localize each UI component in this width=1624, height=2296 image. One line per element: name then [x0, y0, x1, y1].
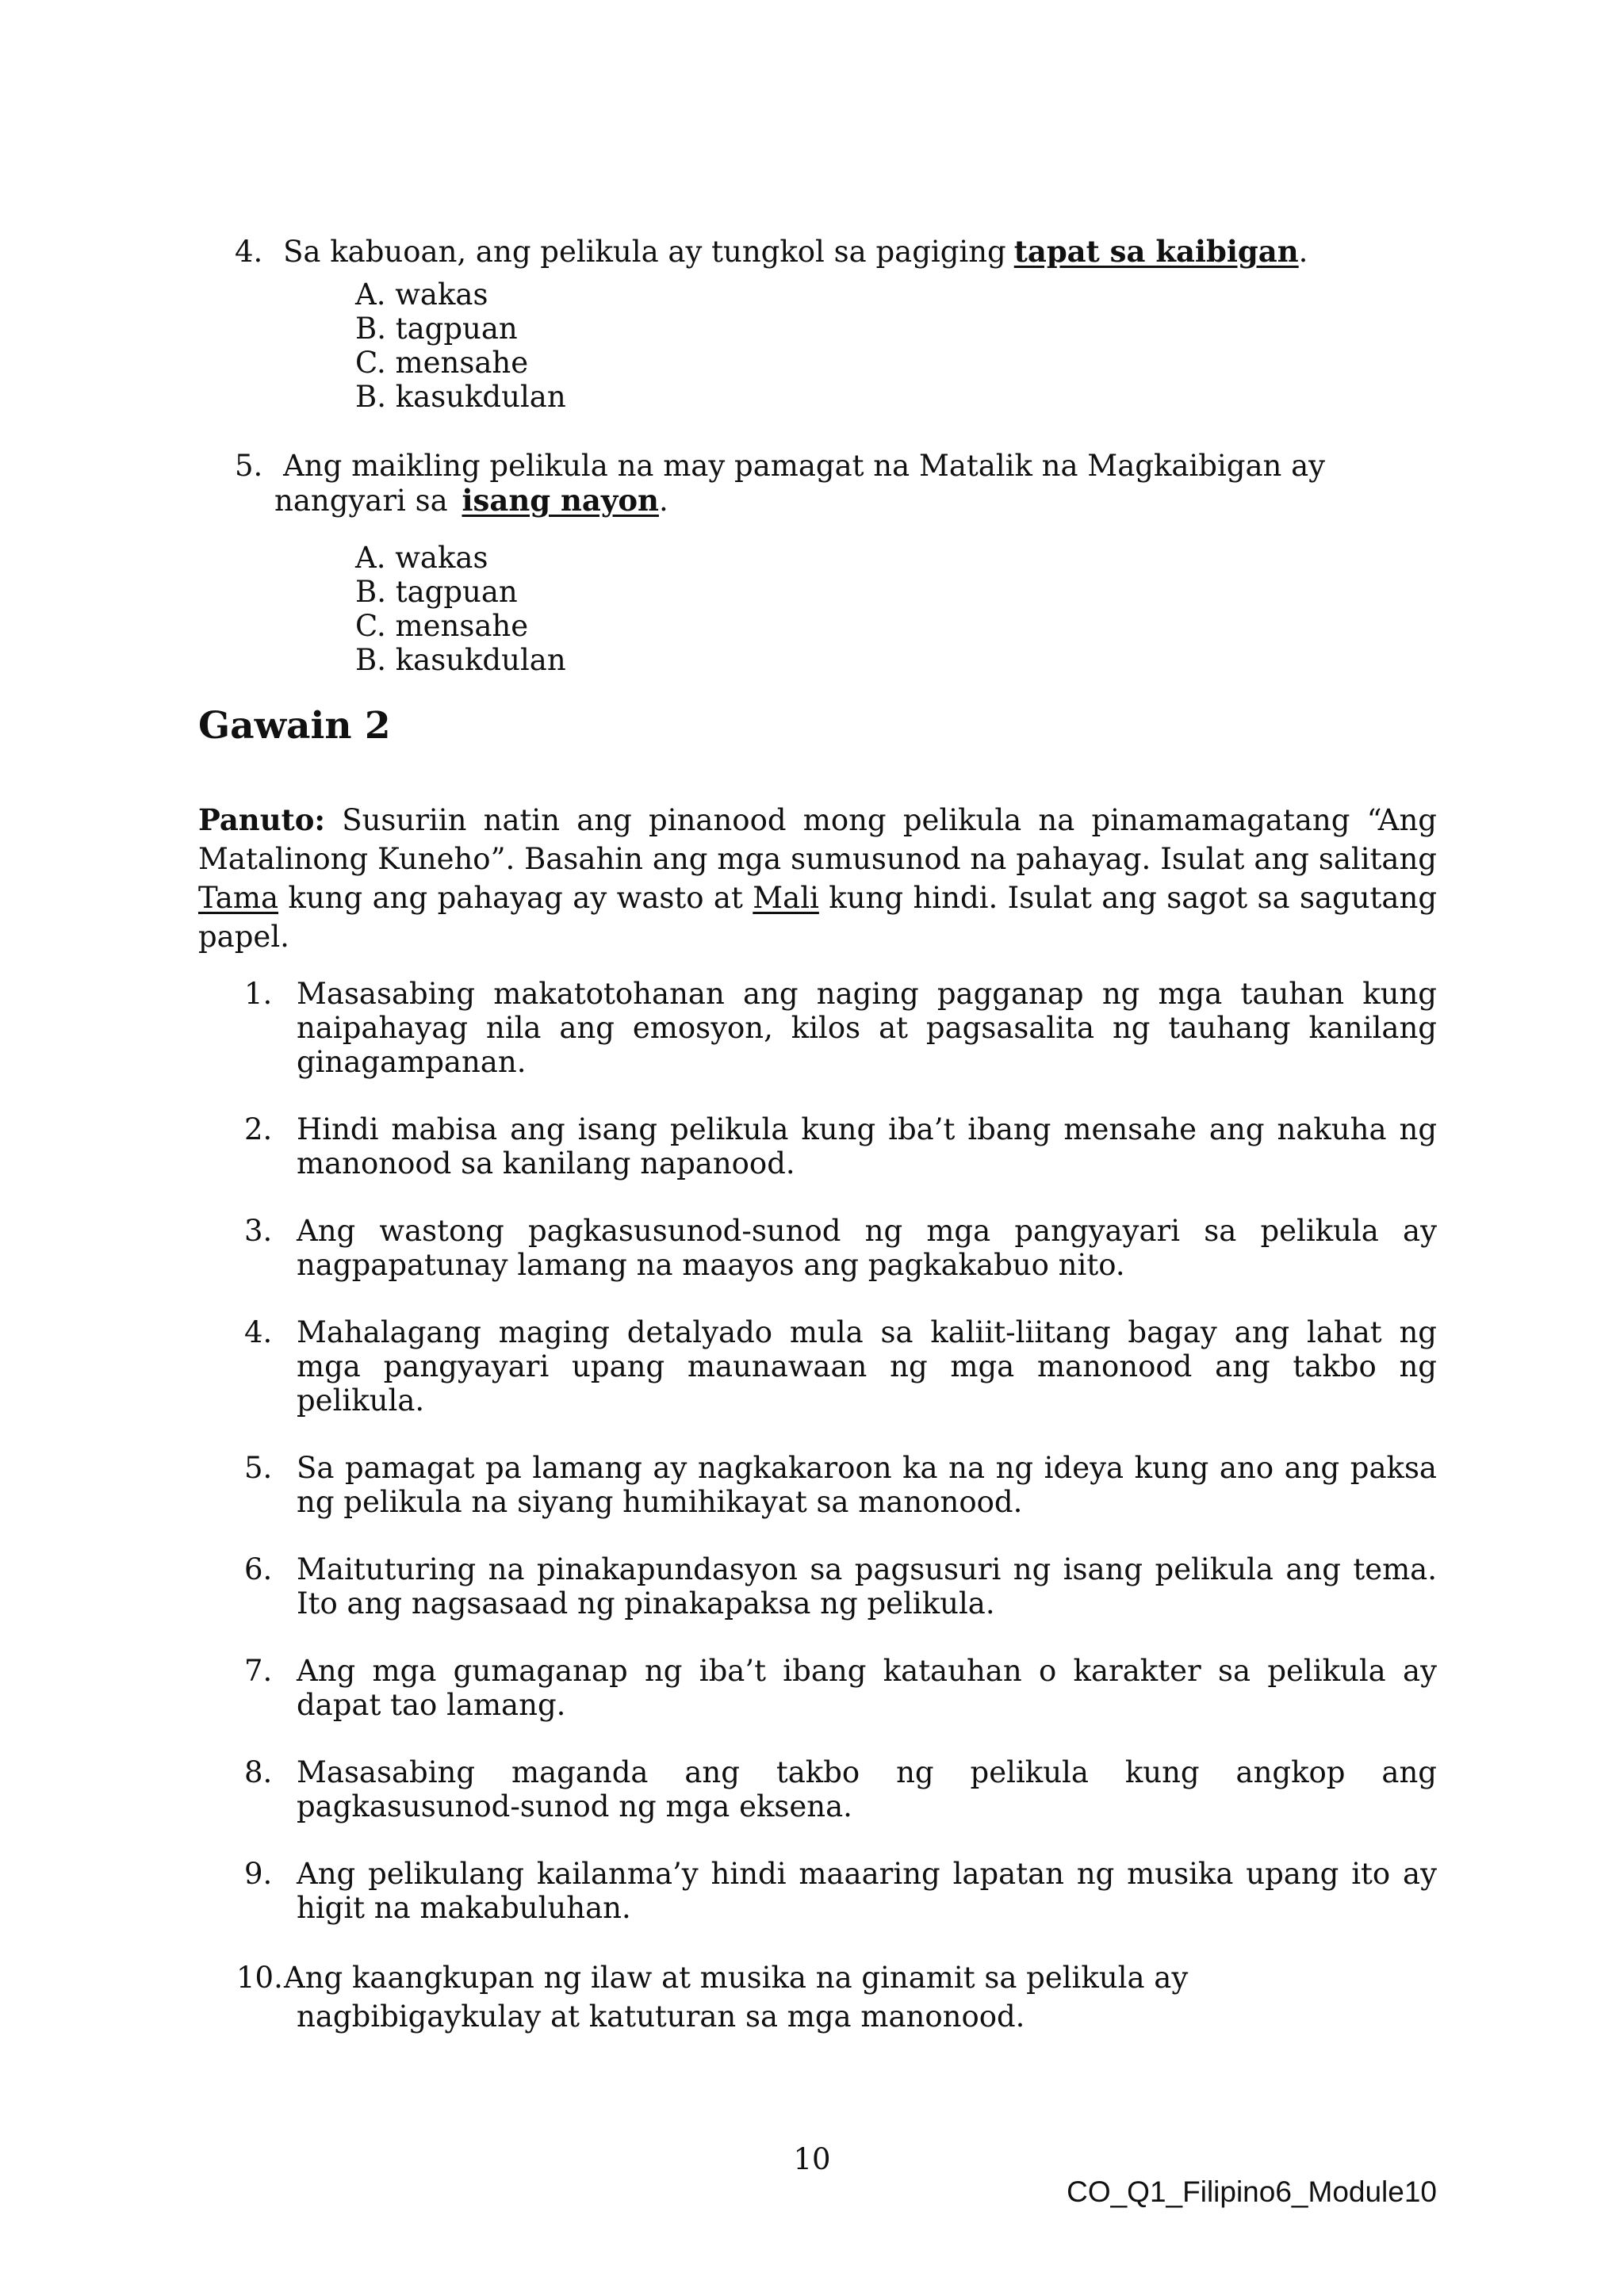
list-item [198, 1112, 1437, 1181]
item-text: Mahalagang maging detalyado mula sa kaliit-liitang bagay ang lahat ng mga pangyayari upang maunawaan ng mga manonood ang takbo ng pelikula. [297, 1315, 1437, 1418]
list-item [198, 977, 1437, 1079]
instructions [198, 801, 1437, 956]
list-item [198, 1755, 1437, 1823]
list-item [198, 1857, 1437, 1925]
question-4-number: 4. [235, 235, 263, 269]
question-4-choices [355, 277, 566, 414]
question-5-text: nangyari sa [274, 484, 448, 518]
item-text-line2: nagbibigaykulay at katuturan sa mga manonood. [297, 1999, 1025, 2034]
choice-b: B. tagpuan [355, 575, 518, 609]
footer-module-code: CO_Q1_Filipino6_Module10 [1067, 2175, 1437, 2208]
choice-a: A. wakas [355, 541, 488, 575]
item-number: 3. [244, 1214, 273, 1248]
item-number: 5. [244, 1451, 273, 1485]
item-text: Masasabing makatotohanan ang naging pagganap ng mga tauhan kung naipahayag nila ang emosyon, kilos at pagsasalita ng tauhang kanilang ginagampanan. [297, 977, 1437, 1079]
question-4-period: . [1298, 235, 1308, 269]
question-5-choices [355, 541, 566, 677]
question-5-emphasis: isang nayon [462, 483, 659, 518]
list-item [198, 1451, 1437, 1519]
item-number: 9. [244, 1857, 273, 1891]
choice-d: B. kasukdulan [355, 643, 566, 677]
list-item [198, 1552, 1437, 1621]
question-5-line2 [274, 484, 668, 518]
tama-word: Tama [198, 881, 279, 915]
item-text: Maituturing na pinakapundasyon sa pagsusuri ng isang pelikula ang tema. Ito ang nagsasaad ng pinakapaksa ng pelikula. [297, 1552, 1437, 1621]
list-item [198, 1958, 1437, 2036]
list-item [198, 1214, 1437, 1282]
question-4-emphasis: tapat sa kaibigan [1013, 234, 1299, 269]
item-text: Ang mga gumaganap ng iba’t ibang katauhan o karakter sa pelikula ay dapat tao lamang. [297, 1654, 1437, 1722]
instructions-text-3: kung hindi. Isulat ang sagot sa sagutang papel. [198, 881, 1437, 954]
item-number: 8. [244, 1755, 273, 1789]
item-number: 2. [244, 1112, 273, 1146]
choice-d: B. kasukdulan [355, 380, 566, 414]
question-5-line1: Ang maikling pelikula na may pamagat na Matalik na Magkaibigan ay [283, 449, 1326, 483]
choice-c: C. mensahe [355, 609, 529, 643]
mali-word: Mali [753, 881, 819, 915]
instructions-label: Panuto: [198, 802, 326, 837]
item-text: Ang wastong pagkasusunod-sunod ng mga pangyayari sa pelikula ay nagpapatunay lamang na maayos ang pagkakabuo nito. [297, 1214, 1437, 1282]
choice-b: B. tagpuan [355, 312, 518, 346]
item-number: 1. [244, 977, 273, 1011]
item-number: 6. [244, 1552, 273, 1586]
choice-c: C. mensahe [355, 346, 529, 380]
item-text: Hindi mabisa ang isang pelikula kung iba’t ibang mensahe ang nakuha ng manonood sa kanilang napanood. [297, 1112, 1437, 1181]
page-number: 10 [793, 2142, 831, 2176]
question-4-text: Sa kabuoan, ang pelikula ay tungkol sa pagiging [283, 235, 1006, 269]
item-text: Ang pelikulang kailanma’y hindi maaaring lapatan ng musika upang ito ay higit na makabuluhan. [297, 1857, 1437, 1925]
instructions-text-1: Susuriin natin ang pinanood mong pelikula na pinamamagatang “Ang Matalinong Kuneho”. Basahin ang mga sumusunod na pahayag. Isulat ang salitang [198, 803, 1437, 876]
list-item [198, 1315, 1437, 1418]
statement-list [198, 977, 1437, 2069]
question-5-number: 5. [235, 449, 263, 483]
list-item [198, 1654, 1437, 1722]
question-4 [235, 235, 1308, 269]
instructions-text-2: kung ang pahayag ay wasto at [278, 881, 753, 915]
item-text: Sa pamagat pa lamang ay nagkakaroon ka na ng ideya kung ano ang paksa ng pelikula na siyang humihikayat sa manonood. [297, 1451, 1437, 1519]
item-text: Masasabing maganda ang takbo ng pelikula kung angkop ang pagkasusunod-sunod ng mga eksena. [297, 1755, 1437, 1823]
question-5-period: . [658, 484, 668, 518]
item-number: 7. [244, 1654, 273, 1688]
item-number: 4. [244, 1315, 273, 1349]
item-text-line1: Ang kaangkupan ng ilaw at musika na ginamit sa pelikula ay [284, 1961, 1189, 1995]
question-5 [235, 449, 1325, 483]
item-number: 10. [236, 1961, 283, 1995]
choice-a: A. wakas [355, 277, 488, 312]
section-heading: Gawain 2 [198, 704, 391, 748]
